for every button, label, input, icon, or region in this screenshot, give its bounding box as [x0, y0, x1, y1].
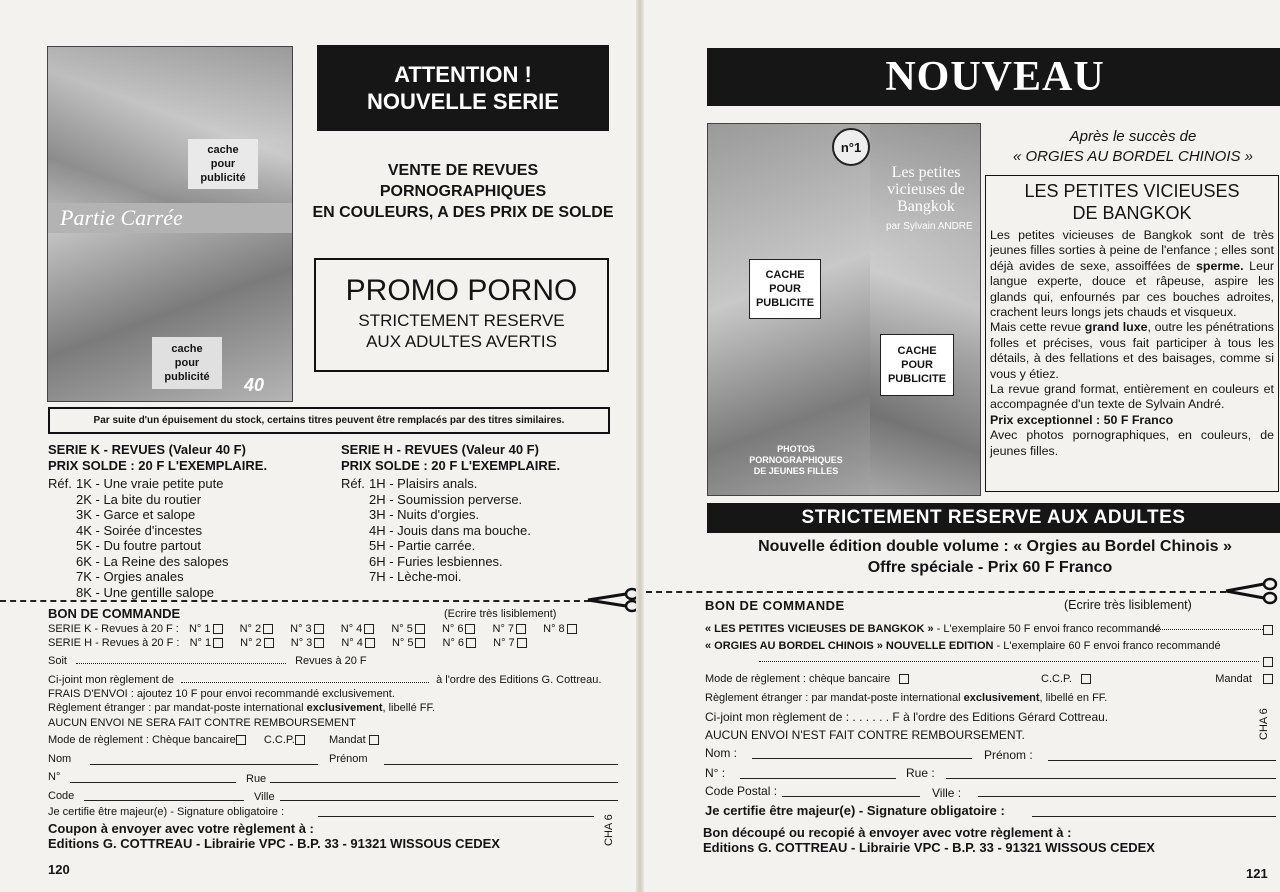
ville-field[interactable] — [280, 800, 618, 801]
desc-bold: sperme. — [1195, 258, 1244, 273]
soit-label: Soit — [48, 655, 67, 667]
caption-line: DE JEUNES FILLES — [753, 466, 839, 476]
list-item: 7H - Lèche-moi. — [369, 569, 462, 584]
checkbox-h2[interactable] — [264, 638, 274, 648]
option-label: N° 7 — [493, 637, 515, 649]
nom-label: Nom : — [705, 746, 738, 760]
cover-title — [48, 203, 292, 233]
offre-speciale: Offre spéciale - Prix 60 F Franco — [867, 559, 1113, 576]
page-number: 121 — [1246, 866, 1268, 881]
cover-price: 40 — [244, 375, 265, 395]
nom-field[interactable] — [90, 764, 318, 765]
checkbox-k3[interactable] — [314, 624, 324, 634]
prenom-field[interactable] — [1048, 760, 1276, 761]
cache-line: cache — [207, 144, 239, 156]
checkbox-ccp[interactable] — [1081, 674, 1091, 684]
mode-reglement-row — [705, 672, 1277, 687]
ville-label: Ville — [254, 791, 275, 803]
checkbox-k8[interactable] — [567, 624, 577, 634]
option-label: N° 2 — [240, 637, 262, 649]
desc-bold: grand luxe — [1084, 320, 1148, 335]
code-field[interactable] — [84, 800, 244, 801]
option-label: N° 1 — [189, 637, 212, 649]
desc-part: Mais cette revue — [990, 320, 1085, 335]
ref-label: Réf. — [341, 476, 365, 491]
code-postal-label: Code Postal : — [705, 784, 778, 798]
order-line-2 — [705, 639, 1277, 654]
option-label: N° 5 — [391, 637, 414, 649]
signature-field[interactable] — [318, 816, 594, 817]
etranger-part: Règlement étranger : par mandat-poste international — [705, 692, 961, 704]
desc-part: Avec photos pornographiques, en couleurs, de jeunes filles. — [990, 428, 1274, 458]
checkbox-k4[interactable] — [364, 624, 374, 634]
order-line-desc: - L'exemplaire 60 F envoi franco recommandé — [993, 640, 1221, 652]
promo-line-2: AUX ADULTES AVERTIS — [366, 332, 557, 351]
cache-label-top — [188, 139, 258, 189]
list-item: 7K - Orgies anales — [76, 569, 184, 584]
soit-row — [48, 654, 367, 669]
certifie-text: Je certifie être majeur(e) - Signature obligatoire : — [705, 803, 1005, 818]
certifie-text: Je certifie être majeur(e) - Signature obligatoire : — [48, 806, 284, 818]
ville-field[interactable] — [978, 796, 1276, 797]
cover-photo-left — [47, 46, 293, 402]
vente-line-1: VENTE DE REVUES — [387, 162, 539, 179]
ref-label: Réf. — [48, 476, 72, 491]
list-item: 3K - Garce et salope — [76, 507, 196, 522]
cache-line: pour — [174, 357, 200, 369]
cache-line: publicité — [200, 172, 246, 184]
desc-part: Leur langue experte, douce et râpeuse, aspire les glands qui, enfournés par ces bouches adroites, crachent leurs longs jets chauds et visqueux. — [990, 258, 1274, 320]
issue-number: n°1 — [840, 139, 862, 155]
strictement-banner — [707, 503, 1280, 533]
mode-label: Mode de règlement : — [48, 734, 149, 746]
list-item: 3H - Nuits d'orgies. — [369, 507, 480, 522]
code-side: CHA 6 — [603, 814, 615, 846]
checkbox-h6[interactable] — [466, 638, 476, 648]
rue-field[interactable] — [270, 782, 618, 783]
etranger-part: , libellé en FF. — [1039, 692, 1108, 704]
rue-label: Rue : — [906, 766, 935, 780]
checkbox-bangkok[interactable] — [1263, 625, 1273, 635]
checkbox-h3[interactable] — [314, 638, 324, 648]
list-item: 6H - Furies lesbiennes. — [369, 553, 503, 569]
prenom-label: Prénom — [329, 753, 368, 765]
checkbox-h1[interactable] — [213, 638, 223, 648]
checkbox-k6[interactable] — [465, 624, 475, 634]
order-form-hint: (Ecrire très lisiblement) — [444, 608, 557, 620]
cover-title-text: Partie Carrée — [60, 205, 183, 230]
box-title-1: LES PETITES VICIEUSES — [1024, 181, 1240, 201]
mode-reglement-row — [48, 733, 379, 748]
cache-label-1 — [749, 259, 821, 319]
promo-box — [314, 258, 609, 372]
code-label: Code — [48, 790, 75, 802]
checkbox-h7[interactable] — [517, 638, 527, 648]
attention-line-2: NOUVELLE SERIE — [367, 89, 559, 114]
cache-label-bottom — [152, 337, 222, 389]
serie-k-price: PRIX SOLDE : 20 F L'EXEMPLAIRE. — [48, 457, 268, 473]
list-item: 5K - Du foutre partout — [76, 538, 202, 553]
row-label: SERIE K - Revues à 20 F : — [48, 623, 179, 635]
row-label: SERIE H - Revues à 20 F : — [48, 637, 180, 649]
right-page — [640, 0, 1280, 892]
option-label: N° 3 — [290, 637, 313, 649]
checkbox-k5[interactable] — [415, 624, 425, 634]
cut-line — [646, 591, 1226, 593]
list-item: 8K - Une gentille salope — [76, 584, 215, 600]
vente-line-3: EN COULEURS, A DES PRIX DE SOLDE — [312, 204, 614, 221]
strictement-text: STRICTEMENT RESERVE AUX ADULTES — [801, 507, 1186, 528]
option-label: Chèque bancaire — [151, 734, 236, 746]
desc-part: Les petites vicieuses de Bangkok sont de très jeunes filles sorties à peine de l'enfance ; elles sont déjà avides de sexe, assoiffées de — [990, 228, 1274, 273]
cijoint-text: Ci-joint mon règlement de : . . . . . . F à l'ordre des Editions Gérard Cottreau. — [705, 710, 1109, 724]
etranger-part: , libellé FF. — [382, 702, 436, 714]
numero-label: N° : — [705, 766, 726, 780]
order-line-desc: - L'exemplaire 50 F envoi franco recommandé — [933, 623, 1161, 635]
serie-k-checkbox-row — [48, 622, 577, 637]
cover-title: Les petites vicieuses de Bangkok — [887, 164, 965, 215]
option-label: N° 6 — [442, 637, 465, 649]
coupon-text: Coupon à envoyer avec votre règlement à : — [48, 821, 314, 836]
serie-k-items — [48, 476, 328, 600]
cijoint-row — [48, 673, 601, 688]
checkbox-ccp[interactable] — [295, 735, 305, 745]
list-item: 2H - Soumission perverse. — [369, 491, 523, 507]
option-label: N° 1 — [188, 623, 211, 635]
option-label: N° 4 — [341, 637, 363, 649]
serie-h-heading: SERIE H - REVUES (Valeur 40 F) — [341, 442, 539, 457]
promo-title: PROMO PORNO — [345, 274, 578, 307]
checkbox-orgies[interactable] — [1263, 657, 1273, 667]
ville-label: Ville : — [932, 786, 962, 800]
option-k1[interactable] — [189, 623, 223, 635]
desc-part: La revue grand format, entièrement en couleurs et accompagnée d'un texte de Sylvain André. — [990, 382, 1274, 412]
bon-text: Bon découpé ou recopié à envoyer avec votre règlement à : — [703, 825, 1072, 840]
stock-notice — [48, 407, 610, 434]
box-title-2: DE BANGKOK — [1072, 203, 1192, 223]
order-form-hint: (Ecrire très lisiblement) — [1064, 598, 1192, 612]
issue-badge — [832, 128, 870, 166]
cover-photo-right — [707, 123, 981, 496]
option-label: N° 8 — [543, 623, 565, 635]
option-label: Mandat — [1215, 673, 1252, 685]
option-label: N° 7 — [492, 623, 515, 635]
cache-line: POUR — [901, 359, 933, 371]
list-item: 1H - Plaisirs anals. — [369, 476, 478, 491]
code-postal-field[interactable] — [782, 796, 920, 797]
prenom-label: Prénom : — [984, 748, 1033, 762]
serie-h-checkbox-row — [48, 636, 527, 651]
aucun-text: AUCUN ENVOI N'EST FAIT CONTRE REMBOURSEMENT. — [705, 728, 1025, 742]
scissors-icon — [1222, 576, 1278, 606]
nom-field[interactable] — [752, 758, 972, 759]
address-text: Editions G. COTTREAU - Librairie VPC - B.P. 33 - 91321 WISSOUS CEDEX — [48, 836, 500, 851]
option-label: Mandat — [328, 734, 366, 746]
vente-line-2: PORNOGRAPHIQUES — [379, 183, 547, 200]
description-box — [985, 175, 1279, 492]
etranger-bold: exclusivement — [963, 692, 1040, 704]
option-label: C.C.P. — [263, 734, 295, 746]
cache-line: PUBLICITE — [887, 373, 947, 385]
etranger-bold: exclusivement — [306, 702, 383, 714]
vente-heading — [305, 160, 621, 223]
cover-author: par Sylvain ANDRE — [886, 221, 973, 232]
option-label: N° 6 — [441, 623, 464, 635]
serie-h-items — [341, 476, 621, 585]
numero-field[interactable] — [70, 782, 236, 783]
checkbox-k7[interactable] — [516, 624, 526, 634]
nouveau-banner — [707, 48, 1280, 106]
serie-k-heading: SERIE K - REVUES (Valeur 40 F) — [48, 442, 246, 457]
nom-label: Nom — [48, 753, 72, 765]
checkbox-h5[interactable] — [415, 638, 425, 648]
desc-part: , outre les pénétrations folles et précises, vous fait participer à tous les détails, à des fellations et des baisages, comme si vous y étiez. — [990, 320, 1274, 381]
code-side: CHA 6 — [1258, 708, 1270, 740]
soit-suffix: Revues à 20 F — [295, 655, 367, 667]
scissors-icon — [586, 586, 640, 614]
dot-leader — [1149, 629, 1263, 630]
cover-photos-caption — [744, 444, 848, 477]
list-item: 6K - La Reine des salopes — [76, 553, 229, 569]
cache-line: CACHE — [765, 269, 805, 281]
apres-line-2: « ORGIES AU BORDEL CHINOIS » — [1012, 148, 1254, 165]
cijoint-suffix: à l'ordre des Editions G. Cottreau. — [436, 674, 602, 686]
cut-line — [0, 600, 590, 602]
list-item: 2K - La bite du routier — [76, 491, 202, 507]
serie-h-price: PRIX SOLDE : 20 F L'EXEMPLAIRE. — [341, 457, 561, 473]
checkbox-h4[interactable] — [365, 638, 375, 648]
order-line-1 — [705, 622, 1277, 637]
option-label: N° 5 — [391, 623, 413, 635]
desc-price: Prix exceptionnel : 50 F Franco — [990, 412, 1174, 427]
option-label: N° 3 — [290, 623, 312, 635]
etranger-text — [705, 691, 1107, 706]
cache-line: CACHE — [897, 345, 937, 357]
option-label: N° 4 — [340, 623, 363, 635]
list-item: 5H - Partie carrée. — [369, 538, 476, 553]
signature-field[interactable] — [1032, 816, 1276, 817]
stock-notice-text: Par suite d'un épuisement du stock, certains titres peuvent être remplacés par des titres similaires. — [93, 415, 565, 426]
description-text — [990, 228, 1274, 459]
order-form-title: BON DE COMMANDE — [705, 598, 845, 613]
option-label: C.C.P. — [1041, 673, 1072, 685]
page-number: 120 — [48, 862, 70, 877]
attention-line-1: ATTENTION ! — [394, 62, 532, 87]
caption-line: PHOTOS — [777, 444, 815, 454]
mode-label: Mode de règlement : chèque bancaire — [705, 673, 891, 685]
cache-line: cache — [171, 343, 203, 355]
caption-line: PORNOGRAPHIQUES — [749, 455, 843, 465]
rue-field[interactable] — [946, 778, 1276, 779]
apres-line-1: Après le succès de — [1069, 128, 1197, 145]
promo-line-1: STRICTEMENT RESERVE — [358, 311, 565, 330]
checkbox-cheque[interactable] — [236, 735, 246, 745]
checkbox-cheque[interactable] — [899, 674, 909, 684]
serie-k-list — [48, 442, 328, 600]
option-label: N° 2 — [239, 623, 262, 635]
cache-line: PUBLICITE — [755, 297, 815, 309]
address-text: Editions G. COTTREAU - Librairie VPC - B.P. 33 - 91321 WISSOUS CEDEX — [703, 840, 1155, 855]
etranger-part: Règlement étranger : par mandat-poste international — [48, 702, 304, 714]
checkbox-k1[interactable] — [213, 624, 223, 634]
checkbox-mandat[interactable] — [369, 735, 379, 745]
order-form-title: BON DE COMMANDE — [48, 606, 181, 621]
numero-label: N° — [48, 771, 61, 783]
numero-field[interactable] — [740, 778, 896, 779]
dot-leader — [759, 661, 1259, 662]
nouveau-title: NOUVEAU — [885, 54, 1105, 100]
frais-text: FRAIS D'ENVOI : ajoutez 10 F pour envoi recommandé exclusivement. — [48, 688, 395, 700]
attention-banner — [317, 45, 609, 131]
serie-h-list — [341, 442, 621, 585]
cache-line: publicité — [164, 371, 210, 383]
cijoint-field[interactable] — [181, 682, 429, 683]
cache-line: pour — [210, 158, 236, 170]
list-item: 1K - Une vraie petite pute — [76, 476, 224, 491]
aucun-text: AUCUN ENVOI NE SERA FAIT CONTRE REMBOURSEMENT — [48, 717, 356, 729]
list-item: 4H - Jouis dans ma bouche. — [369, 522, 531, 538]
soit-field[interactable] — [76, 663, 286, 664]
nouvelle-edition: Nouvelle édition double volume : « Orgies au Bordel Chinois » — [758, 538, 1232, 555]
order-line-title: « ORGIES AU BORDEL CHINOIS » NOUVELLE EDITION — [705, 640, 994, 652]
rue-label: Rue — [246, 773, 267, 785]
etranger-text — [48, 701, 435, 716]
cache-label-2 — [880, 334, 954, 396]
prenom-field[interactable] — [384, 764, 618, 765]
checkbox-mandat[interactable] — [1263, 674, 1273, 684]
checkbox-k2[interactable] — [263, 624, 273, 634]
cijoint-label: Ci-joint mon règlement de — [48, 674, 174, 686]
order-line-title: « LES PETITES VICIEUSES DE BANGKOK » — [705, 623, 934, 635]
apres-heading — [986, 127, 1280, 167]
cache-line: POUR — [769, 283, 801, 295]
list-item: 4K - Soirée d'incestes — [76, 522, 203, 538]
